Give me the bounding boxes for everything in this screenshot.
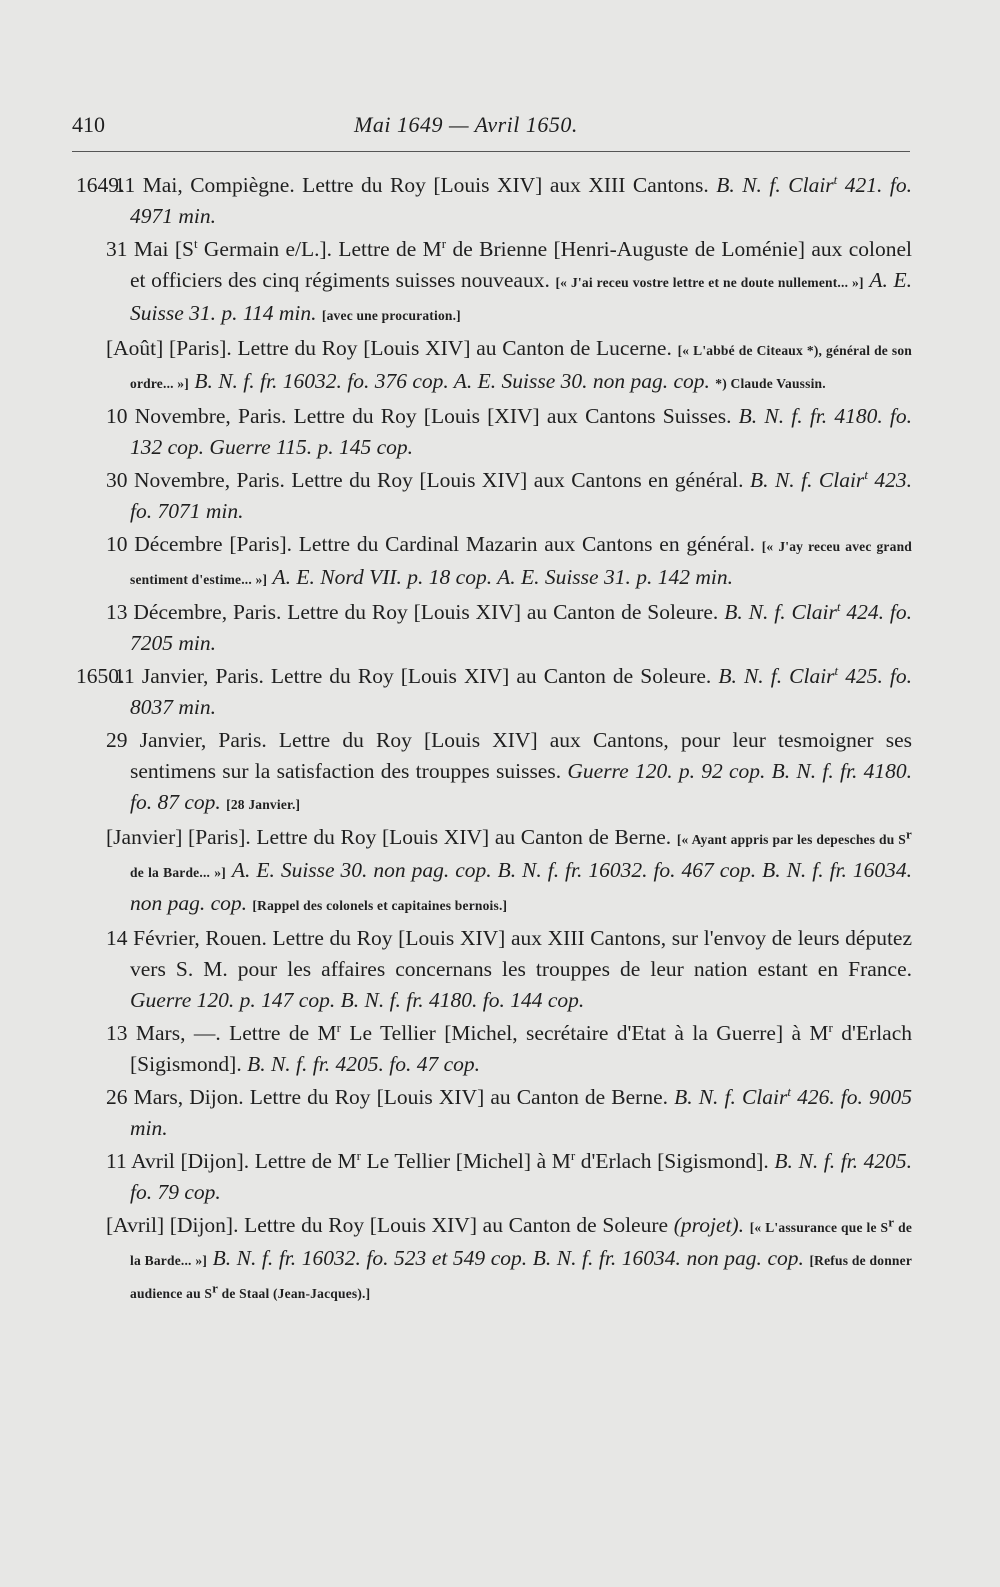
entry-source-ref: B. N. f. Clair$^t$ 425. fo. 8037 min.: [130, 662, 912, 719]
entry-year: 1650.: [76, 664, 125, 688]
list-item: [76, 1146, 912, 1208]
entry-sup: r: [212, 1280, 219, 1296]
entry-incipit-text: de la Barde... »]: [130, 865, 226, 880]
entry-sup: t: [864, 466, 868, 482]
page-number: 410: [72, 112, 105, 137]
entry-sup: r: [441, 235, 447, 251]
entries-list: [76, 170, 912, 1311]
entry-source-ref: B. N. f. fr. 4180. fo. 132 cop. Guerre 115. p. 145 cop.: [130, 404, 913, 459]
entry-note-text: de Staal (Jean-Jacques).]: [218, 1286, 371, 1301]
entry-text: d'Erlach [Sigismond].: [130, 1021, 913, 1076]
entry-text: 11 Avril [Dijon]. Lettre de M: [106, 1149, 357, 1173]
entry-text: 14 Février, Rouen. Lettre du Roy [Louis XIV] aux XIII Cantons, sur l'envoy de leurs députez vers S. M. pour les affaires concernans les trouppes de leur nation estant en France.: [106, 926, 912, 981]
entry-sup: t: [193, 235, 198, 251]
list-item: [76, 1018, 912, 1080]
list-item: [76, 725, 912, 820]
entry-text: [Août] [Paris]. Lettre du Roy [Louis XIV] au Canton de Lucerne.: [106, 336, 672, 360]
entry-source-ref: B. N. f. fr. 4205. fo. 79 cop.: [130, 1149, 913, 1204]
entry-source-ref: B. N. f. Clair$^t$ 426. fo. 9005 min.: [130, 1083, 913, 1140]
entry-source-ref: B. N. f. Clair$^t$ 421. fo. 4971 min.: [130, 171, 913, 228]
list-item: [76, 1210, 912, 1309]
entry-note: [Rappel des colonels et capitaines bernois.]: [252, 898, 508, 913]
list-item: [76, 822, 912, 921]
entry-footnote: *) Claude Vaussin.: [715, 376, 826, 391]
entry-sup: t: [787, 1083, 791, 1099]
list-item: [76, 529, 912, 595]
entry-text: 13 Mars, —. Lettre de M: [106, 1021, 337, 1045]
list-item: [76, 170, 912, 232]
entry-text: 11 Mai, Compiègne. Lettre du Roy [Louis XIV] aux XIII Cantons.: [114, 173, 709, 197]
entry-sup: r: [906, 826, 912, 842]
entry-source-ref: Guerre 120. p. 92 cop. B. N. f. fr. 4180. fo. 87 cop.: [130, 759, 913, 814]
entry-sup: r: [570, 1147, 576, 1163]
entry-source-ref: A. E. Suisse 31. p. 114 min.: [130, 268, 912, 325]
entry-text: 30 Novembre, Paris. Lettre du Roy [Louis XIV] aux Cantons en général.: [106, 468, 744, 492]
entry-note: [28 Janvier.]: [226, 797, 301, 812]
entry-text: [Avril] [Dijon]. Lettre du Roy [Louis XIV] au Canton de Soleure: [106, 1213, 669, 1237]
entry-sup: r: [888, 1214, 895, 1230]
entry-sup: r: [828, 1019, 833, 1035]
entry-source-ref: A. E. Suisse 30. non pag. cop. B. N. f. fr. 16032. fo. 467 cop. B. N. f. fr. 16034. non pag. cop.: [130, 858, 912, 915]
entry-text: 31 Mai [S: [106, 237, 194, 261]
entry-sup: r: [356, 1147, 361, 1163]
list-item: [76, 1082, 912, 1144]
entry-source-ref: A. E. Nord VII. p. 18 cop. A. E. Suisse 31. p. 142 min.: [272, 565, 733, 589]
entry-text: 10 Décembre [Paris]. Lettre du Cardinal Mazarin aux Cantons en général.: [106, 532, 755, 556]
entry-sup: t: [836, 598, 841, 614]
entry-note: [avec une procuration.]: [321, 308, 461, 323]
entry-incipit-text: de la Barde... »]: [130, 1220, 913, 1268]
entry-note-text: [Refus de donner audience au S: [130, 1253, 913, 1301]
running-title: Mai 1649 — Avril 1650.: [354, 112, 578, 137]
entry-text: Le Tellier [Michel, secrétaire d'Etat à la Guerre] à M: [340, 1021, 829, 1045]
entry-year: 1649.: [76, 173, 125, 197]
list-item: [76, 923, 912, 1016]
entry-text: 26 Mars, Dijon. Lettre du Roy [Louis XIV] au Canton de Berne.: [106, 1085, 669, 1109]
entry-source-ref: Guerre 120. p. 147 cop. B. N. f. fr. 4180. fo. 144 cop.: [130, 988, 585, 1012]
entry-text: Germain e/L.]. Lettre de M: [197, 237, 442, 261]
list-item: [76, 234, 912, 331]
entry-text: [Janvier] [Paris]. Lettre du Roy [Louis XIV] au Canton de Berne.: [106, 825, 672, 849]
list-item: [76, 401, 912, 463]
entry-incipit: [« J'ay receu avec grand sentiment d'estime... »]: [130, 539, 912, 587]
list-item: [76, 333, 912, 399]
list-item: [76, 465, 912, 527]
list-item: [76, 661, 912, 723]
header-rule: [72, 151, 910, 152]
list-item: [76, 597, 912, 659]
entry-source-ref: B. N. f. fr. 16032. fo. 376 cop. A. E. Suisse 30. non pag. cop.: [194, 369, 710, 393]
entry-sup: t: [834, 662, 839, 678]
entry-incipit: [« J'ai receu vostre lettre et ne doute nullement... »]: [555, 275, 864, 290]
entry-text: 11 Janvier, Paris. Lettre du Roy [Louis XIV] au Canton de Soleure.: [114, 664, 712, 688]
entry-source-ref: B. N. f. fr. 16032. fo. 523 et 549 cop. B. N. f. fr. 16034. non pag. cop.: [212, 1246, 804, 1270]
entry-text: 10 Novembre, Paris. Lettre du Roy [Louis [XIV] aux Cantons Suisses.: [106, 404, 732, 428]
entry-sup: t: [833, 171, 838, 187]
entry-annotation: (projet).: [673, 1213, 745, 1237]
page-header: [72, 112, 910, 148]
entry-sup: r: [336, 1019, 341, 1035]
entry-source-ref: B. N. f. Clair$^t$ 424. fo. 7205 min.: [130, 598, 913, 655]
entry-source-ref: B. N. f. Clair$^t$ 423. fo. 7071 min.: [130, 466, 913, 523]
entry-text: d'Erlach [Sigismond].: [575, 1149, 769, 1173]
entry-text: 29 Janvier, Paris. Lettre du Roy [Louis XIV] aux Cantons, pour leur tesmoigner ses sentimens sur la satisfaction des trouppes suisses.: [106, 728, 912, 783]
entry-source-ref: B. N. f. fr. 4205. fo. 47 cop.: [247, 1052, 480, 1076]
entry-incipit-text: [« Ayant appris par les depesches du S: [676, 832, 907, 847]
entry-text: Le Tellier [Michel] à M: [360, 1149, 571, 1173]
entry-incipit-text: [« L'assurance que le S: [749, 1220, 889, 1235]
entry-text: de Brienne [Henri-Auguste de Loménie] aux colonel et officiers des cinq régiments suisses nouveaux.: [130, 237, 913, 292]
entry-incipit: [« L'abbé de Citeaux *), général de son ordre... »]: [130, 343, 912, 391]
entry-text: 13 Décembre, Paris. Lettre du Roy [Louis XIV] au Canton de Soleure.: [106, 600, 719, 624]
